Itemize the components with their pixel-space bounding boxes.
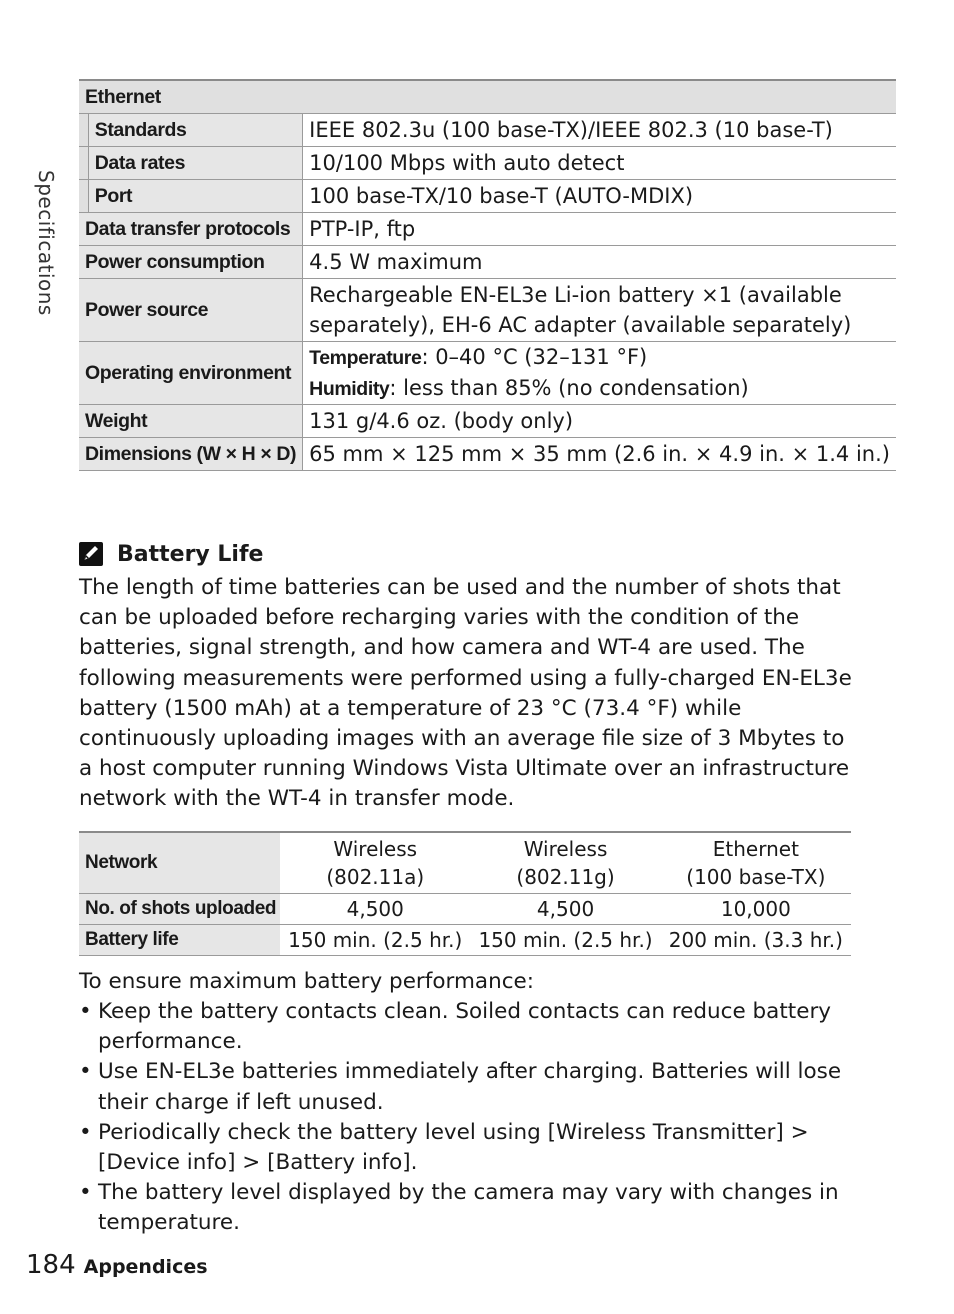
battery-col-ethernet: [661, 832, 851, 894]
spec-standards-label: Standards: [88, 114, 302, 147]
battery-table: [79, 831, 851, 956]
list-item: [79, 997, 859, 1057]
spec-weight-value: 131 g/4.6 oz. (body only): [303, 405, 896, 438]
list-item: [79, 1057, 859, 1117]
spec-table: [79, 79, 896, 471]
col-header-line: (100 base-TX): [686, 865, 826, 889]
side-tab-label: Specifications: [34, 170, 58, 316]
spec-ethernet-header: Ethernet: [79, 80, 896, 114]
spec-power-source-label: Power source: [79, 279, 303, 342]
spec-environment-value: [303, 342, 896, 405]
battery-network-label: Network: [79, 832, 280, 894]
spec-temperature-value: : 0–40 °C (32–131 °F): [421, 345, 648, 369]
tip-text: The battery level displayed by the camera may vary with changes in temperature.: [98, 1180, 839, 1236]
spec-power-source-line-1: Rechargeable EN-EL3e Li-ion battery ×1 (available: [309, 283, 842, 307]
bullet: •: [79, 999, 92, 1024]
spec-power-source-value: [303, 279, 896, 342]
bullet: •: [79, 1180, 92, 1206]
battery-col-80211a: [280, 832, 470, 894]
spec-port-label: Port: [88, 180, 302, 213]
spec-dimensions-value: 65 mm × 125 mm × 35 mm (2.6 in. × 4.9 in. × 1.4 in.): [303, 438, 896, 471]
spec-indent: [79, 147, 88, 180]
spec-dimensions-label: Dimensions (W × H × D): [79, 438, 303, 471]
tips-intro: To ensure maximum battery performance:: [79, 969, 534, 994]
battery-col-80211g: [470, 832, 660, 894]
spec-rates-label: Data rates: [88, 147, 302, 180]
col-header-line: (802.11a): [326, 865, 425, 889]
spec-power-consumption-label: Power consumption: [79, 246, 303, 279]
col-header-line: (802.11g): [516, 865, 615, 889]
list-item: [79, 1178, 859, 1238]
spec-power-source-line-2: separately), EH-6 AC adapter (available separately): [309, 313, 852, 337]
page-footer: [26, 1250, 208, 1280]
spec-port-value: 100 base-TX/10 base-T (AUTO-MDIX): [303, 180, 896, 213]
table-cell: 4,500: [346, 897, 404, 921]
table-cell: 10,000: [720, 897, 791, 921]
spec-weight-label: Weight: [79, 405, 303, 438]
battery-life-label: Battery life: [79, 925, 280, 956]
spec-humidity-value: : less than 85% (no condensation): [389, 376, 749, 400]
bullet: •: [79, 1059, 92, 1085]
note-body: The length of time batteries can be used and the number of shots that can be uploaded before recharging varies with the condition of the batteries, signal strength, and how camera and WT-4 are used. The following measurements were performed using a fully-charged EN-EL3e battery (1500 mAh) at a temperature of 23 °C (73.4 °F) while continuously uploading images with an average file size of 3 Mbytes to a host computer running Windows Vista Ultimate over an infrastructure network with the WT-4 in transfer mode.: [79, 575, 852, 812]
battery-shots-label: No. of shots uploaded: [79, 894, 280, 925]
tip-text: Periodically check the battery level using [Wireless Transmitter] > [Device info] > [Battery info].: [98, 1119, 809, 1176]
spec-standards-value: IEEE 802.3u (100 base-TX)/IEEE 802.3 (10 base-T): [303, 114, 896, 147]
spec-protocols-label: Data transfer protocols: [79, 213, 303, 246]
note-title: Battery Life: [117, 541, 264, 567]
section-label: Appendices: [83, 1256, 208, 1278]
spec-power-consumption-value: 4.5 W maximum: [303, 246, 896, 279]
tips-list: [79, 997, 859, 1239]
col-header-line: Wireless: [523, 837, 608, 861]
tip-text: Use EN-EL3e batteries immediately after charging. Batteries will lose their charge if left unused.: [98, 1059, 842, 1115]
spec-temperature-label: Temperature: [309, 347, 422, 369]
spec-indent: [79, 114, 88, 147]
pencil-note-icon: [79, 542, 103, 566]
list-item: [79, 1118, 859, 1178]
col-header-line: Wireless: [333, 837, 418, 861]
spec-environment-label: Operating environment: [79, 342, 303, 405]
table-cell: 4,500: [536, 897, 595, 921]
spec-protocols-value: PTP-IP, ftp: [303, 213, 896, 246]
table-cell: 150 min. (2.5 hr.): [478, 928, 653, 952]
page-number: 184: [26, 1250, 76, 1280]
spec-indent: [79, 180, 88, 213]
note-heading: [79, 538, 263, 570]
spec-humidity-label: Humidity: [309, 378, 390, 400]
spec-rates-value: 10/100 Mbps with auto detect: [303, 147, 896, 180]
bullet: •: [79, 1119, 92, 1145]
table-cell: 200 min. (3.3 hr.): [668, 928, 843, 952]
col-header-line: Ethernet: [712, 837, 799, 861]
tip-text: Keep the battery contacts clean. Soiled contacts can reduce battery performance.: [98, 999, 832, 1055]
table-cell: 150 min. (2.5 hr.): [288, 928, 463, 952]
